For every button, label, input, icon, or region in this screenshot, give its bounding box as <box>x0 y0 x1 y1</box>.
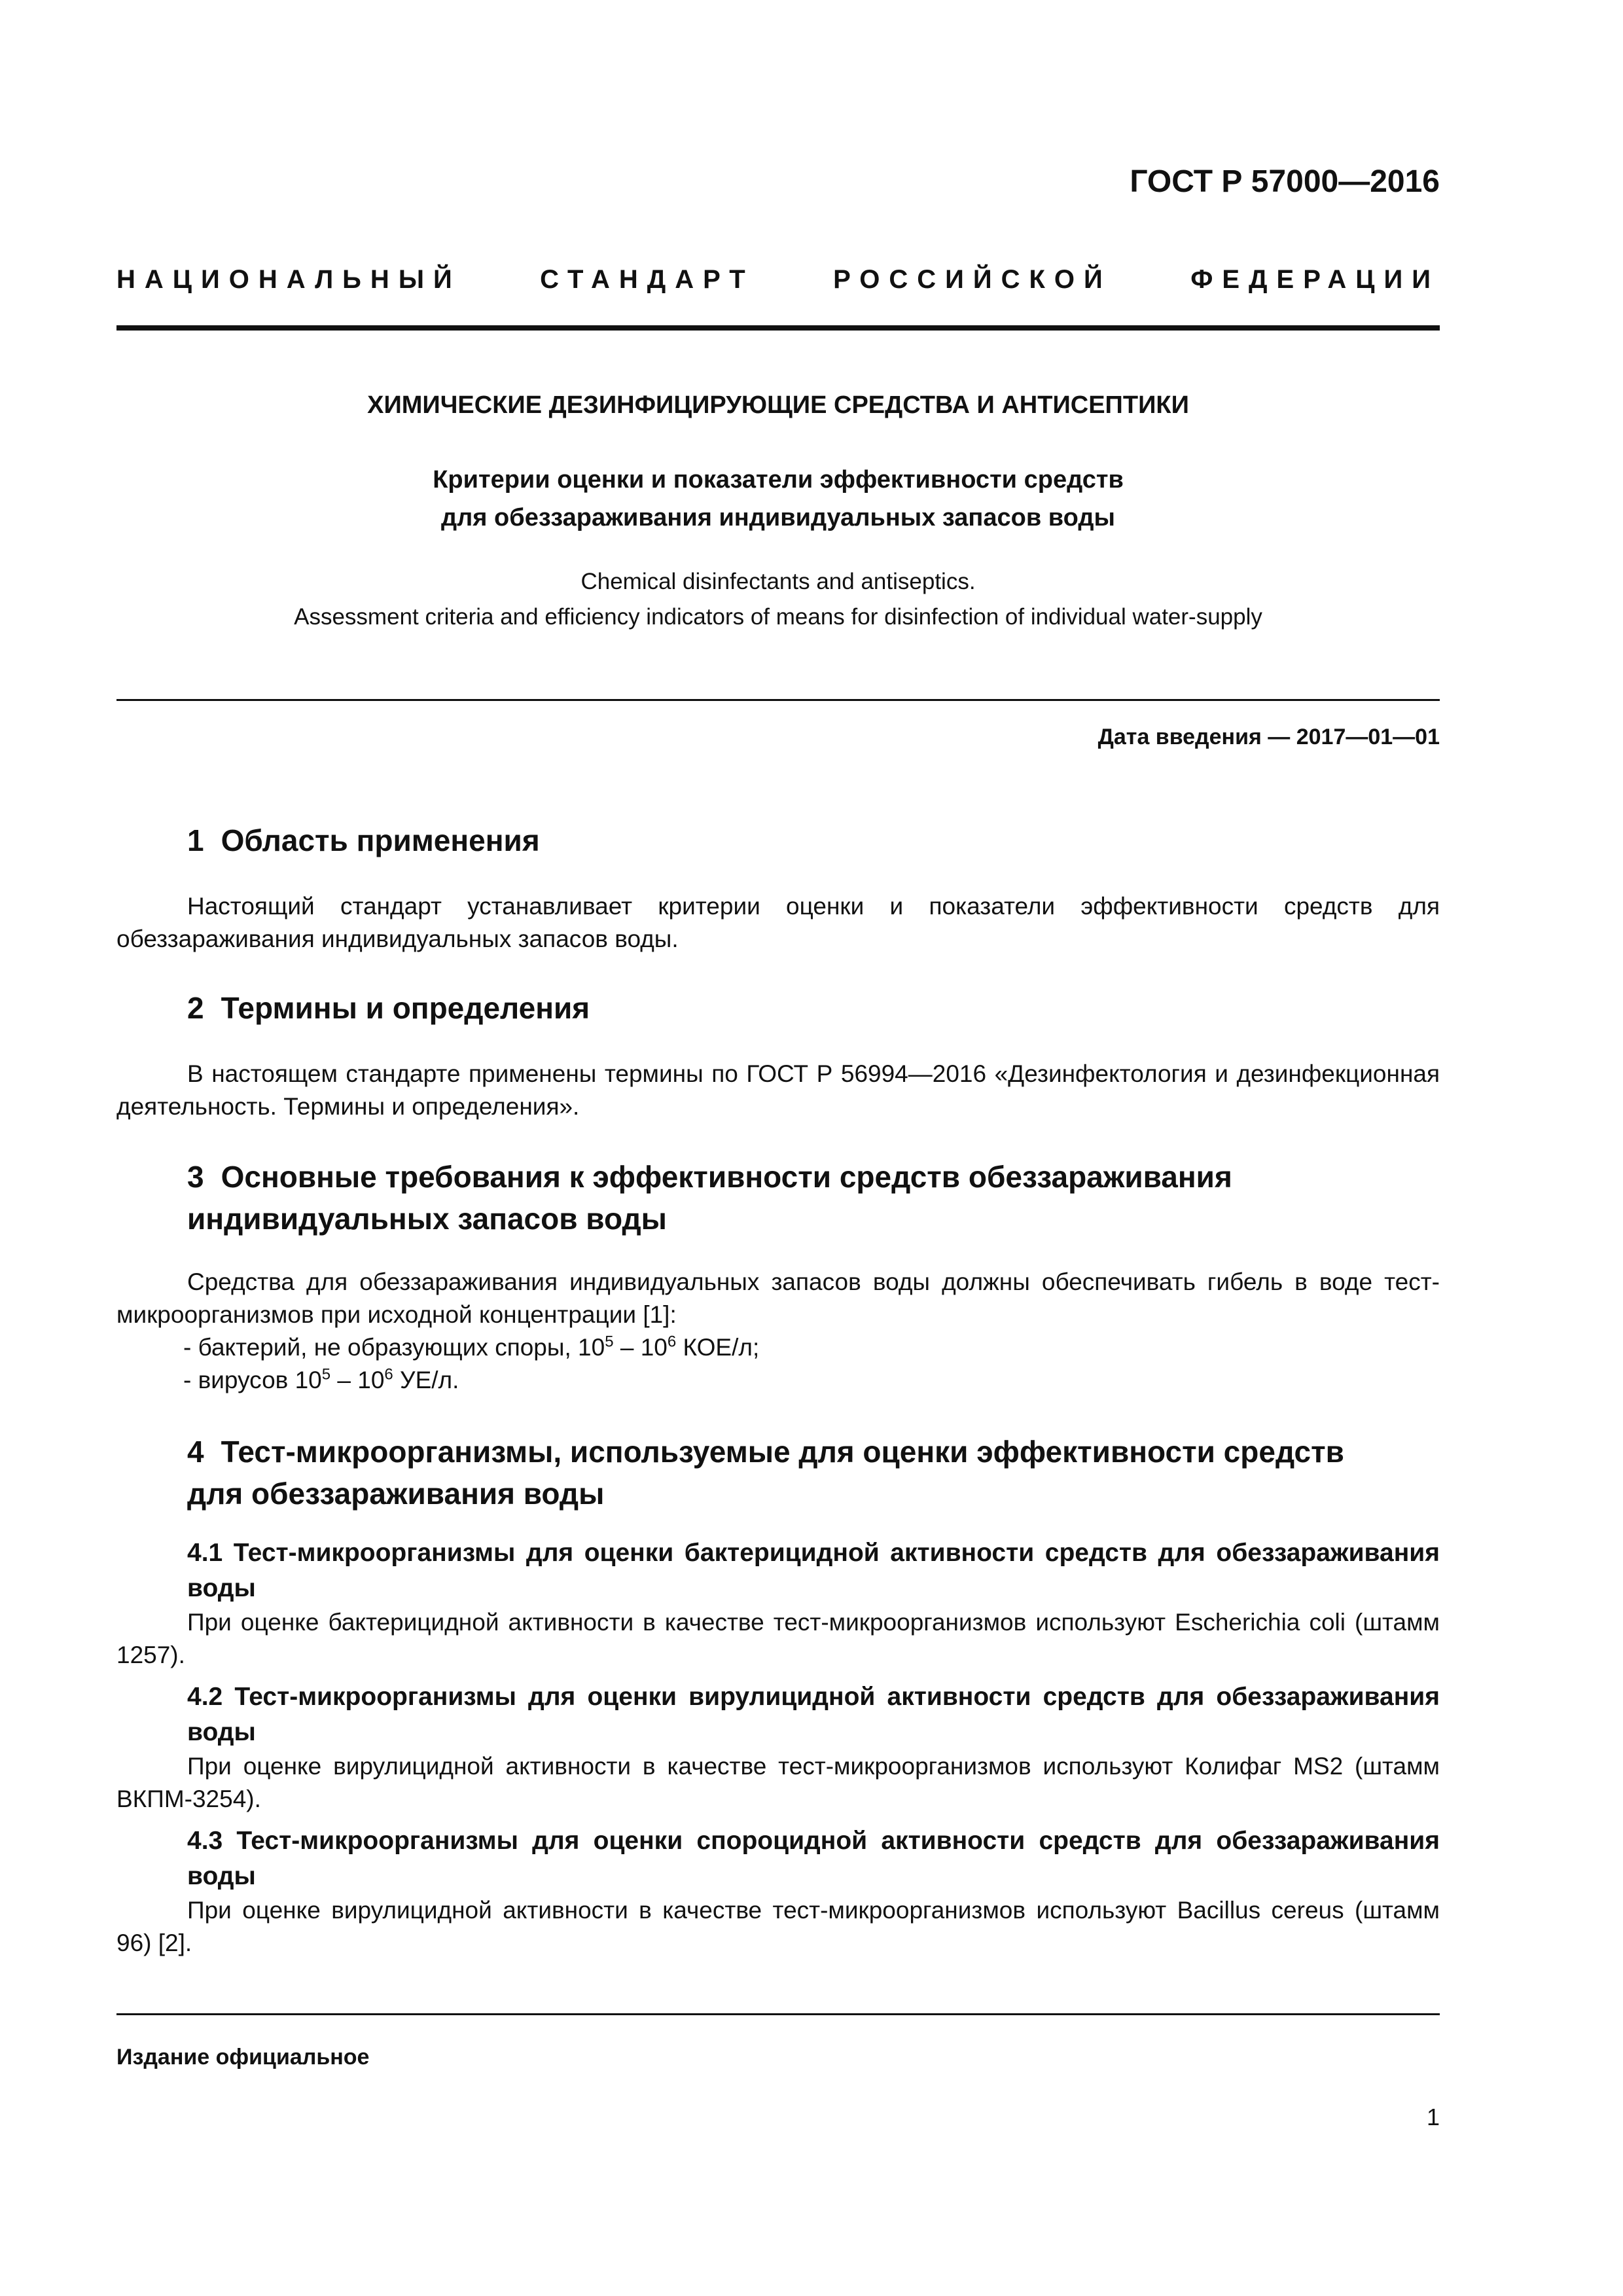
subsection-4-1-text: При оценке бактерицидной активности в качестве тест-микроорганизмов используют Escherichia coli (штамм 1257). <box>116 1609 1440 1668</box>
footer-divider <box>116 2013 1440 2015</box>
section-1-text: Настоящий стандарт устанавливает критерии оценки и показатели эффективности средств для обеззараживания индивидуальных запасов воды. <box>116 893 1440 952</box>
section-number: 4 <box>187 1435 204 1469</box>
title-divider <box>116 699 1440 701</box>
section-number: 1 <box>187 823 204 857</box>
section-3-heading <box>187 1156 1365 1240</box>
section-title: Термины и определения <box>221 991 590 1025</box>
subsection-4-1-heading: 4.1 Тест-микроорганизмы для оценки бактерицидной активности средств для обеззараживания воды <box>187 1539 1440 1602</box>
page-number: 1 <box>1426 2104 1440 2130</box>
section-title: Область применения <box>221 823 540 857</box>
official-edition-label: Издание официальное <box>116 2045 370 2070</box>
national-standard-banner <box>116 265 1440 295</box>
document-code: ГОСТ Р 57000—2016 <box>1130 164 1440 199</box>
subtitle-line: Критерии оценки и показатели эффективности средств <box>433 466 1124 493</box>
section-1-heading <box>187 819 1440 861</box>
subtitle-line: для обеззараживания индивидуальных запасов воды <box>441 504 1115 531</box>
section-title: Тест-микроорганизмы, используемые для оценки эффективности средств для обеззараживания воды <box>187 1435 1344 1511</box>
document-subtitle <box>116 461 1440 537</box>
section-2-text: В настоящем стандарте применены термины по ГОСТ Р 56994—2016 «Дезинфектология и дезинфекционная деятельность. Термины и определения». <box>116 1060 1440 1120</box>
banner-word: РОССИЙСКОЙ <box>833 265 1112 294</box>
banner-word: СТАНДАРТ <box>540 265 755 294</box>
header-divider <box>116 325 1440 331</box>
english-title-line: Assessment criteria and efficiency indicators of means for disinfection of individual water-supply <box>294 604 1262 630</box>
section-number: 2 <box>187 991 204 1025</box>
banner-word: НАЦИОНАЛЬНЫЙ <box>116 265 461 294</box>
section-2-heading <box>187 987 1440 1029</box>
list-item: - бактерий, не образующих споры, $10^5 - 10^6$ КОЕ/л; <box>183 1333 760 1361</box>
concentration-list <box>183 1331 1440 1397</box>
subsection-4-2-text: При оценке вирулицидной активности в качестве тест-микроорганизмов используют Колифаг MS2 (штамм ВКПМ-3254). <box>116 1753 1440 1812</box>
subsection-4-2-heading: 4.2 Тест-микроорганизмы для оценки вирулицидной активности средств для обеззараживания воды <box>187 1683 1440 1746</box>
subsection-4-3-text: При оценке вирулицидной активности в качестве тест-микроорганизмов используют Bacillus cereus (штамм 96) [2]. <box>116 1897 1440 1956</box>
banner-word: ФЕДЕРАЦИИ <box>1190 265 1440 294</box>
english-title-line: Chemical disinfectants and antiseptics. <box>580 569 976 594</box>
document-title: ХИМИЧЕСКИЕ ДЕЗИНФИЦИРУЮЩИЕ СРЕДСТВА И АНТИСЕПТИКИ <box>367 391 1189 419</box>
section-number: 3 <box>187 1160 204 1194</box>
section-4-heading <box>187 1431 1365 1515</box>
section-3-text: Средства для обеззараживания индивидуальных запасов воды должны обеспечивать гибель в воде тест-микроорганизмов при исходной концентрации [1]: <box>116 1268 1440 1328</box>
section-title: Основные требования к эффективности средств обеззараживания индивидуальных запасов воды <box>187 1160 1232 1236</box>
introduction-date: Дата введения — 2017—01—01 <box>1097 725 1440 749</box>
list-item: - вирусов $10^5 - 10^6$ УЕ/л. <box>183 1365 459 1393</box>
subsection-4-3-heading: 4.3 Тест-микроорганизмы для оценки спороцидной активности средств для обеззараживания воды <box>187 1827 1440 1890</box>
english-title <box>116 564 1440 635</box>
